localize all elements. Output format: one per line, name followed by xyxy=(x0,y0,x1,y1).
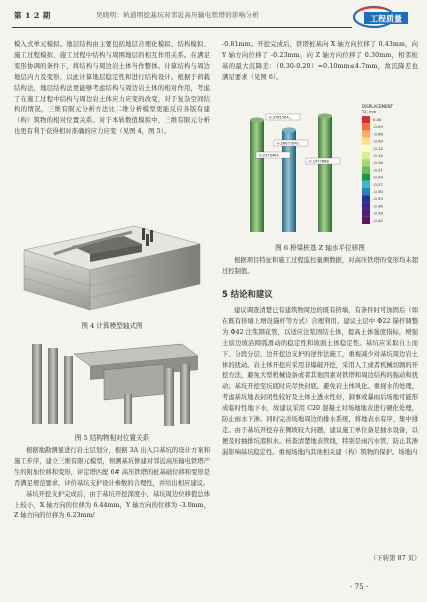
legend-value: 0.00 xyxy=(373,117,382,122)
legend-value: -0.15 xyxy=(373,153,383,158)
legend-subtitle: TZ, mm xyxy=(362,110,376,114)
paragraph: 模入式单元模拟。地层结构由主要包括地层合理化模拟、结构模拟、施工过程模拟、施工过程中结构与周围地层的相互作用关系。在满足变形协调的条件下，将结构与周边岩土体当作整体。计算结构与周边地层内力及变形，以此计算地层稳定性和进行结构设计。根据于荷载结构法，地层结构法更能够考虑结构与周边岩土体的相对作用，考虑了在施工过程中结构与周边岩土体应力应变的改变，对于复杂空间结构的情况，三维有限元分析方法比二维分析模型更能反应各版有建（构）筑物的相对位置关系。对于本轨数值模拟中，三维有限元分析也更有利于获得相对准确的应力应变（见图 4，图 5）。 xyxy=(14,41,210,136)
paragraph: 根据项目特征和施工过程监控量测数据，对高压铁塔的变形均未超过控制值。 xyxy=(222,257,418,275)
value-label: -0.26671841 xyxy=(276,141,300,146)
figure-5-structures xyxy=(14,334,210,430)
figure-4-model xyxy=(14,214,210,314)
legend-value: -0.21 xyxy=(373,167,383,173)
legend-swatch xyxy=(362,130,370,137)
legend-swatch xyxy=(362,202,370,209)
legend-swatch xyxy=(362,181,370,188)
paragraph: 基坑开挖支护完成后，由于基坑开挖深度小，基坑周边位移值总体上较小，X 轴方向的位移为 6.44mm，Y 轴方向的位移为 -3.0mm，Z 轴方向的位移为 6.23mm/ xyxy=(14,490,210,520)
legend-swatch xyxy=(362,152,370,159)
legend-swatch xyxy=(362,145,370,152)
page-number: · 75 · xyxy=(350,582,369,591)
value-label: -0.1977668 xyxy=(308,159,329,164)
legend-swatch xyxy=(362,195,370,202)
legend-value: -0.12 xyxy=(373,145,383,151)
legend-swatch xyxy=(362,116,370,123)
figure-6-displacement xyxy=(222,100,418,238)
section-heading: 5 结论和建议 xyxy=(222,289,273,299)
logo-text: 工程质量 xyxy=(370,14,402,24)
legend-swatch xyxy=(362,217,370,224)
legend-value: -0.33 xyxy=(373,196,383,202)
paragraph: 根据地勘测显进行岩土层划分，根据 3A 出入口基坑的设计方案和施工步序，建立三维有限元模型，预测基坑修建对邻近高压输电铁塔产生的附加位移和变形，评定塔匹配 6# 高压铁塔的桩基础位移和变形是否满足规范要求，评价基坑支护设计参数的合理性，并给出相应建议。 xyxy=(14,447,210,487)
legend-swatch xyxy=(362,159,370,166)
paragraph: -0.81mm。开挖完成后，铁塔桩基向 X 轴方向位移了 0.43mm，向 Y 轴方向位移了 -0.23mm，向 Z 轴方向位移了 0.30mm，相邻桩基的最大沉降差：（0.30-0.20）=0.10mm≤4.7mm，故沉降差也满足要求（见图 6）。 xyxy=(222,41,418,81)
legend-value: -0.39 xyxy=(373,210,383,216)
legend-value: -0.36 xyxy=(373,203,383,209)
legend-swatch xyxy=(362,166,370,173)
left-column-text xyxy=(14,40,210,138)
legend-value: -0.18 xyxy=(373,160,383,166)
legend-value: -0.03 xyxy=(373,124,383,130)
legend-title: DISPLACEMENT xyxy=(362,104,393,109)
right-column-mid-text xyxy=(222,256,418,278)
legend-swatch xyxy=(362,138,370,145)
paragraph: 建议调查清楚已有建筑物周边的既有挤墙，有条件时可加固后（如在既有挤墙上增设锚杆等方式）合理利用。建议土层中 Φ22 锚杆调整为 Φ42 注浆钢花管，以适应注浆固结土体，提高土体强度指标，增强土质边坡沿圆弧滑动的稳定性和坡面土体稳定性。基坑应采取自上而下、分段分层、边开挖边支护的逆作法施工，重视减少对基坑周边岩土体的扰动。岩土体开挖应采用非爆破开挖，采用人工或者机械切割的开挖方法，避免大型机械设备或者其他因素对铁塔和周边结构的振动和扰动；基坑开挖至坑底时应尽快封底，避免岩土体风化。重视水的处理，考虑基坑地表封闭性较好及土体土透水性好，洞事或暴雨后场地可能形成临时性地下水，故建议采用 C20 混凝土对场地地表进行硬化处理，防止雨水下渗。同时完善场地周边的排水系统，将地表水有序、集中排走。由于基坑开挖存在侧坡较大问题，建议施工单位备足抽水设备，以便及时抽排坑底积水。核查清楚地表管线，特别是雨污水管，防止其渗漏影响基坑稳定性。重视场地内其他相关建（构）筑物的保护。场地内 xyxy=(222,307,418,456)
figure-5-caption: 图 5 结构物相对位置关系 xyxy=(74,434,150,442)
left-column-bottom-text xyxy=(14,446,210,522)
legend-value: -0.09 xyxy=(373,138,383,144)
figure-6-caption: 图 6 桥梁桩基 Z 轴水平位移图 xyxy=(275,244,365,252)
page-header xyxy=(0,0,427,32)
header-rule xyxy=(12,27,352,28)
legend-scale xyxy=(362,116,383,224)
legend-swatch xyxy=(362,210,370,217)
legend-swatch xyxy=(362,174,370,181)
journal-logo xyxy=(352,3,416,29)
legend-value: -0.30 xyxy=(373,189,383,194)
legend-swatch xyxy=(362,123,370,130)
legend-value: -0.27 xyxy=(373,181,383,187)
running-title: 吴晓明：轨道明挖基坑对邻近高压输电铁塔的影响分析 xyxy=(96,11,260,19)
value-label: -0.2076464 xyxy=(258,153,279,158)
figure-4-caption: 图 4 计算模型轴式图 xyxy=(81,322,143,330)
legend-value: -0.06 xyxy=(373,131,383,137)
issue-label: 第 1 2 期 xyxy=(14,11,51,20)
right-column-text xyxy=(222,40,418,84)
continued-note: （下转第 87 页） xyxy=(370,554,421,562)
value-label: -0.3781564... xyxy=(268,115,293,120)
legend-swatch xyxy=(362,188,370,195)
legend-value: -0.24 xyxy=(373,174,383,180)
legend-value: -0.42 xyxy=(373,217,383,223)
section-5-body xyxy=(222,306,418,459)
